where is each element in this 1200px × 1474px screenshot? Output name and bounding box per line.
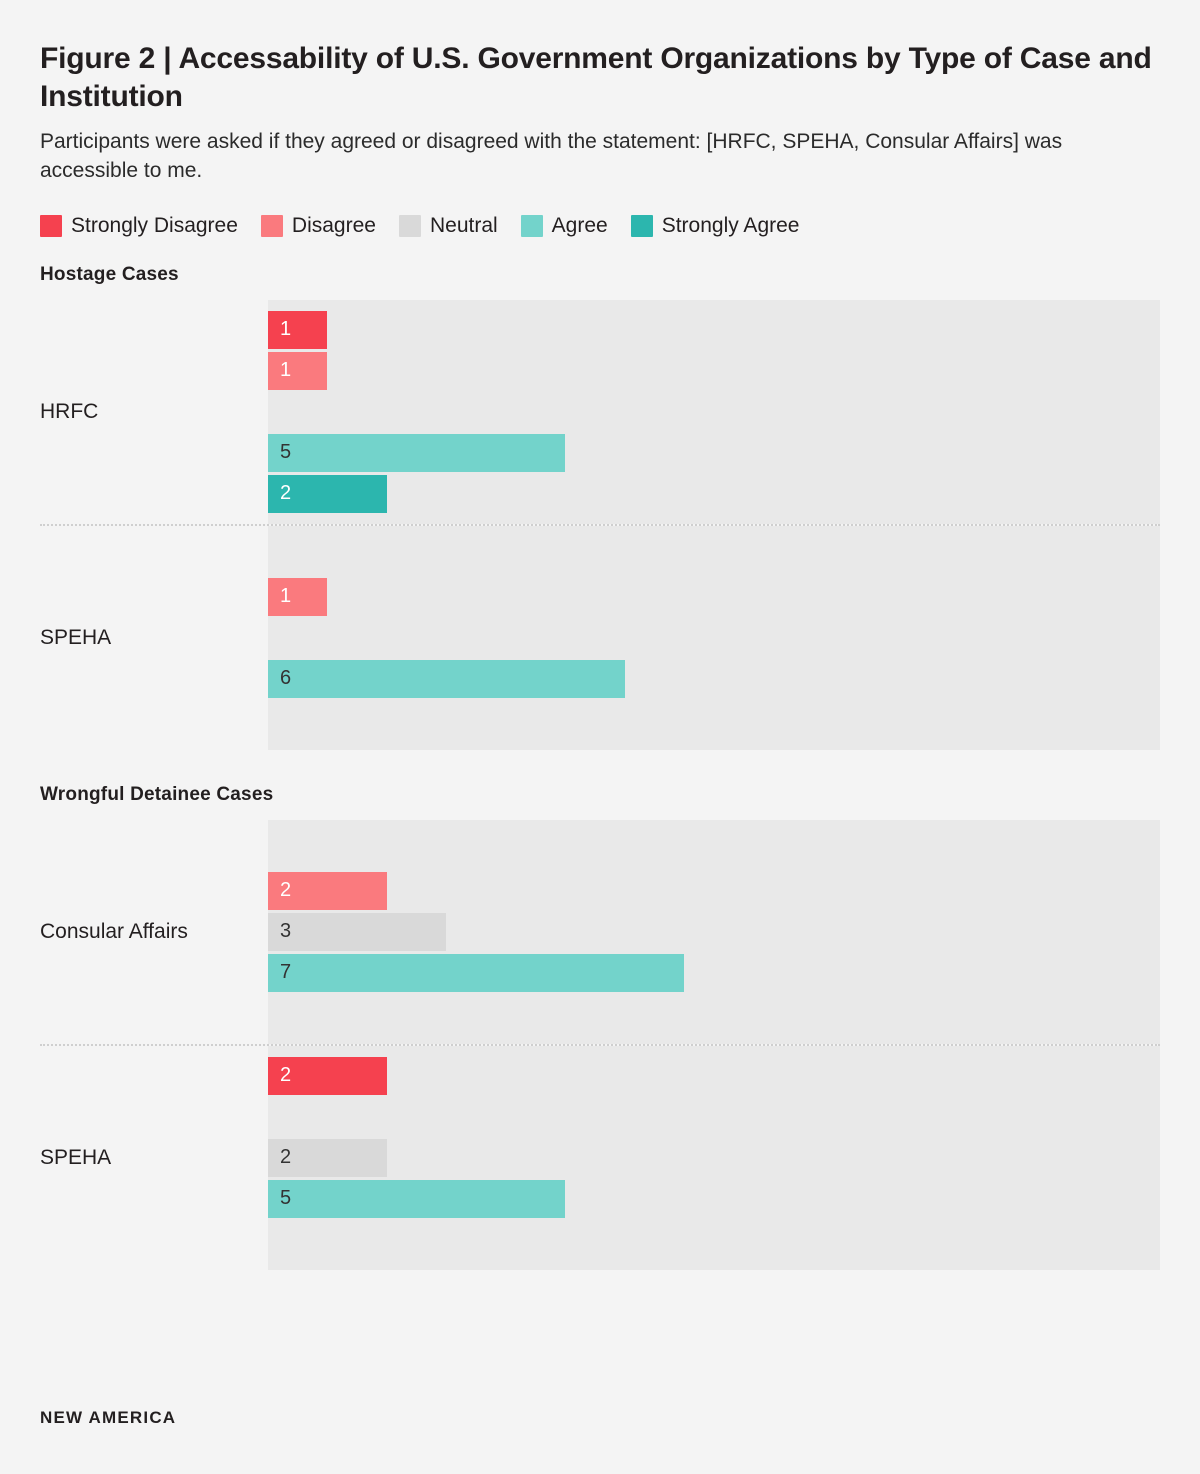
chart-bar-line: [268, 578, 1160, 616]
chart-bar-value: 1: [280, 359, 292, 382]
chart-bar-value: 1: [280, 585, 292, 608]
chart-bar[interactable]: [268, 578, 327, 616]
chart-bar-value: 1: [280, 318, 292, 341]
chart-bar-line: [268, 1180, 1160, 1218]
brand-footer: NEW AMERICA: [40, 1408, 177, 1427]
chart-bar-line: [268, 311, 1160, 349]
chart-row-plot: [268, 300, 1160, 524]
chart-bar-value: 2: [280, 879, 292, 902]
chart-groups: [40, 264, 1160, 1270]
chart-bar[interactable]: [268, 475, 387, 513]
chart-bar-empty: [268, 619, 1160, 657]
legend-item-label: Disagree: [291, 213, 376, 237]
chart-bar[interactable]: [268, 913, 446, 951]
chart-bar-value: 2: [280, 482, 292, 505]
chart-bar-value: 2: [280, 1146, 292, 1169]
chart-bar-value: 5: [280, 1187, 292, 1210]
chart-row-plot: [268, 1046, 1160, 1270]
chart-bar[interactable]: [268, 660, 625, 698]
chart-bar-empty: [268, 995, 1160, 1033]
chart-bar-line: [268, 954, 1160, 992]
chart-bar-empty: [268, 1221, 1160, 1259]
legend-item-label: Agree: [551, 213, 608, 237]
chart-row: [40, 820, 1160, 1044]
legend-item: [521, 214, 608, 238]
chart-row-label: HRFC: [40, 399, 99, 423]
chart-row-plot: [268, 526, 1160, 750]
chart-bar-empty: [268, 701, 1160, 739]
chart-row-label: SPEHA: [40, 1145, 112, 1169]
legend-swatch-icon: [40, 215, 62, 237]
chart-bar-line: [268, 475, 1160, 513]
legend-item-label: Neutral: [429, 213, 498, 237]
chart-bar[interactable]: [268, 434, 565, 472]
chart-bar-line: [268, 1057, 1160, 1095]
legend-item: [399, 214, 498, 238]
legend-item-label: Strongly Disagree: [71, 213, 238, 237]
chart-legend: [40, 214, 1160, 238]
chart-row: [40, 300, 1160, 524]
chart-bar-value: 6: [280, 667, 292, 690]
chart-bar-value: 2: [280, 1064, 292, 1087]
legend-item-label: Strongly Agree: [661, 213, 800, 237]
chart-bar-value: 7: [280, 961, 292, 984]
legend-swatch-icon: [631, 215, 653, 237]
chart-bar-value: 3: [280, 920, 292, 943]
chart-bar-line: [268, 1139, 1160, 1177]
page-subtitle: Participants were asked if they agreed or disagreed with the statement: [HRFC, SPEHA, Consular Affairs] was accessible to me.: [40, 129, 1063, 183]
chart-bar-line: [268, 913, 1160, 951]
chart-bar-empty: [268, 393, 1160, 431]
chart-bar-line: [268, 660, 1160, 698]
chart-row: [40, 524, 1160, 750]
chart-bar[interactable]: [268, 872, 387, 910]
chart-bar-empty: [268, 537, 1160, 575]
chart-row: [40, 1044, 1160, 1270]
chart-row-plot: [268, 820, 1160, 1044]
legend-swatch-icon: [521, 215, 543, 237]
chart-bar[interactable]: [268, 1180, 565, 1218]
chart-bar-value: 5: [280, 441, 292, 464]
chart-group-title: Hostage Cases: [40, 263, 179, 285]
chart-group: [40, 784, 1160, 1270]
chart-bar[interactable]: [268, 352, 327, 390]
legend-item: [40, 214, 238, 238]
chart-bar[interactable]: [268, 1057, 387, 1095]
chart-bar[interactable]: [268, 954, 684, 992]
legend-item: [631, 214, 800, 238]
chart-bar-line: [268, 352, 1160, 390]
chart-group: [40, 264, 1160, 750]
chart-bar-empty: [268, 831, 1160, 869]
chart-bar-line: [268, 872, 1160, 910]
chart-row-label: SPEHA: [40, 625, 112, 649]
legend-swatch-icon: [399, 215, 421, 237]
chart-group-title: Wrongful Detainee Cases: [40, 783, 274, 805]
legend-swatch-icon: [261, 215, 283, 237]
chart-bar-empty: [268, 1098, 1160, 1136]
chart-bar[interactable]: [268, 311, 327, 349]
legend-item: [261, 214, 376, 238]
chart-bar[interactable]: [268, 1139, 387, 1177]
chart-bar-line: [268, 434, 1160, 472]
page-title: Figure 2 | Accessability of U.S. Government Organizations by Type of Case and Institution: [40, 42, 1152, 114]
chart-row-label: Consular Affairs: [40, 919, 188, 943]
